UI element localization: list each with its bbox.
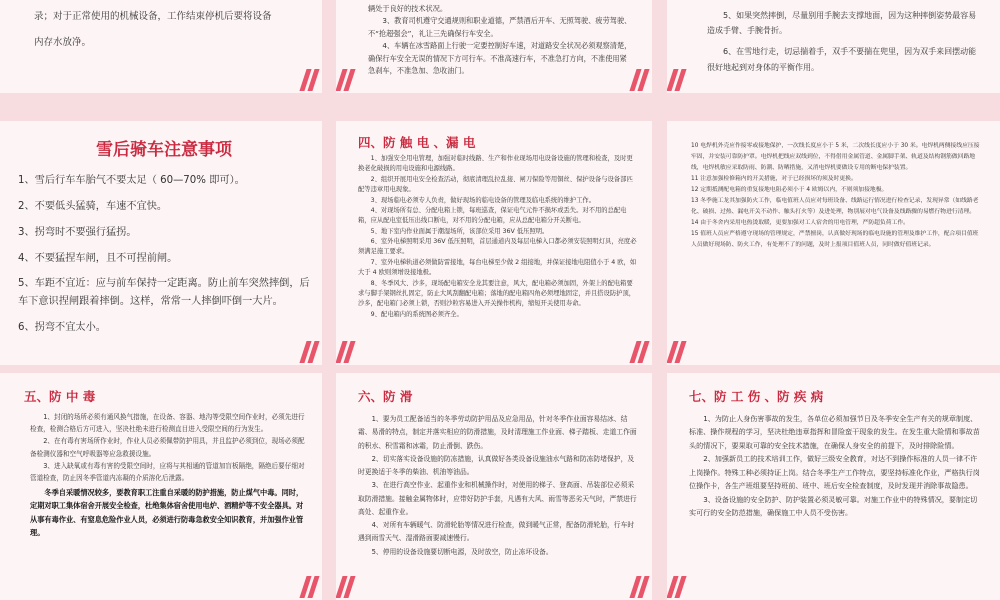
card-text-paragraph: 13 冬季施工龙其加强防火工作，临电值班人员应对每班设备、线路运行情况进行检查记录，发现异常（如线路老化、破损、过热、漏电开关不动作、触头打火等）及进处理，物别展对电气设备及线路骤的易燃行物进行清理。 <box>691 198 979 215</box>
card-electric-safety <box>336 121 652 365</box>
card-injury-disease-prevention <box>667 373 1000 600</box>
card-title: 七、防 工 伤 、防 疾 病 <box>689 389 824 404</box>
decor-stripes <box>300 572 322 598</box>
decor-stripes <box>336 572 358 598</box>
decor-stripes <box>630 572 652 598</box>
decor-stripes <box>630 65 652 91</box>
card-text-paragraph: 2、切实落实设备设施的防冻措施，认真做好各类设备设施油水气路和防冻防堵保护，及时更换适于冬季的柴油、机油等油品。 <box>358 454 635 476</box>
card-text-paragraph: 14 由于冬舍内采用电热烫取暖，更要加强对工人宿舍的用电管理，严防超负荷工作。 <box>691 220 909 226</box>
card-text-paragraph: 4、对现场所有总、分配电箱上锁，每班巡查，保证电气元件不损坏或丢失。对不用的总配电箱，应从配电室低压出线口断电，对不用的分配电箱，应从总配电箱分开关断电。 <box>358 206 627 225</box>
card-slip-prevention <box>336 373 652 600</box>
card-text-paragraph: 1、封闭的场所必须有通风换气措施，在设备、容器、地沟等受限空间作业时，必须先进行检查，检测合格后方可进入，坚决杜绝未进行检测直目进入受限空间的行为发生。 <box>30 413 305 434</box>
card-title: 四、防 触 电 、漏 电 <box>358 135 476 150</box>
card-text-paragraph: 2、在有毒有害场所作业时，作业人员必须佩带防护用具，并且监护必须到位，现场必须配备检测仪器和空气呼吸器等应急救援设施。 <box>30 437 305 458</box>
decor-stripes <box>667 337 689 363</box>
card-bold-paragraph: 冬季自采暖情况较多，要教育职工注重自采暖的防护措施，防止煤气中毒。同时，定期对职工集体宿舍开展安全检查，杜绝集体宿舍使用电炉、酒精炉等不安全器具。对从事有毒作业、有窒息危险作业人员，必须进行防毒急救安全知识教育，并加强作业管理。 <box>30 488 304 538</box>
card-text-line: 内存水放净。 <box>34 37 92 49</box>
list-item: 4、不要猛捏车闸，且不可捏前闸。 <box>18 252 178 264</box>
card-text-paragraph: 6、室外电梯照明采用 36V 低压照明，首层通道内及每层电梯入口都必须安装照明灯具，亮度必须满足施工要求。 <box>358 238 637 256</box>
card-text-paragraph: 5、地下室内作业面属于潮湿场所，该部位采用 36V 低压照明。 <box>370 227 549 235</box>
decor-stripes <box>667 572 689 598</box>
card-text-paragraph: 3、教育司机遵守交通规则和职业道德，严禁酒后开车、无照驾驶、疲劳驾驶、不“抢超强会”，礼让三先确保行车安全。 <box>368 16 632 38</box>
card-poison-prevention <box>0 373 322 600</box>
card-text-paragraph: 1、要为员工配备适当的冬季劳动防护用品及应急用品，针对冬季作业面容易结冰、结霜、易滑的特点，制定并落实相应的防滑措施，及时清理施工作业面、梯子踏板、走道工作面的积水、积雪霜和冰霜，防止滑倒、跌伤。 <box>358 415 637 450</box>
card-text-paragraph: 1、为防止人身伤害事故的发生，各单位必须加强节日及冬季安全生产有关的规章制度、标准、操作规程的学习，坚决杜绝违章指挥和冒险蛮干现象的发生。在发生重大险情和事故苗头的情况下，要果取可靠的安全技术措施，在确保人身安全的前提下，及时排除险情。 <box>689 414 980 450</box>
card-text-paragraph: 15 值班人员应严格遵守现场的管理规定，严禁擅岗，认真做好现场的临电设施的管理及维护工作，配合项目值班人员做好现场防、防火工作，有处理不了的问题，及时上报项目值班人员，同时做好值班记录。 <box>691 231 979 248</box>
card-text-paragraph: 5、停用的设备设施要切断电源，及时放空，防止冻坏设备。 <box>371 547 553 556</box>
card-text-line: 录；对于正常使用的机械设备，工作结束停机后要将设备 <box>34 11 272 22</box>
card-text-paragraph: 辆处于良好的技术状况。 <box>368 4 448 13</box>
card-text-paragraph: 5、如果突然摔倒，尽量别用手腕去支撑地面，因为这种摔倒姿势最容易造成手臂、手腕骨折。 <box>707 11 977 36</box>
card-text-paragraph: 4、车辆在冰雪路面上行驶一定要控制好车速，对道路安全状况必须观察清楚，确保行车安全无误的情况下方可行车。不准高速行车，不准急打方向，不准使用紧急刹车，不准急加、急收油门。 <box>368 41 632 75</box>
decor-stripes <box>667 65 689 91</box>
list-item: 6、拐弯不宜太小。 <box>18 322 106 334</box>
card-top-left <box>0 0 322 93</box>
decor-stripes <box>300 65 322 91</box>
list-item: 1、雪后行车车胎气不要太足（ 60—70% 即可）。 <box>18 175 245 186</box>
decor-stripes <box>336 337 358 363</box>
card-text-paragraph: 6、在雪地行走，切忌揣着手，双手不要揣在兜里，因为双手来回摆动能很好地起到对身体的平衡作用。 <box>707 47 977 72</box>
card-top-middle <box>336 0 652 93</box>
card-text-paragraph: 8、冬季风大、沙多，现场配电箱安全龙其要注意，风大，配电箱必须加固，外架上的配电箱要求与脚手架钢丝扎固定，防止大风刮翻配电箱；落地的配电箱四角必须埋地固定，并且搭设防护顶，沙多，配电箱门必须上锁，否则沙粒容易进入开关操作机构，缩短开关使用寿命。 <box>358 279 636 308</box>
card-bicycle-safety <box>0 121 322 365</box>
card-title: 五、防 中 毒 <box>24 389 96 404</box>
card-text-paragraph: 10 电焊机外壳应作接零或接地保护，一次线长度应小于 5 米，二次线长度应小于 30 米。电焊机两侧接线应压接牢固，并安装可靠防护罩。电焊机把线应双线到位，不得借用金属管道、金属脚手架、轨道及结构钢筋做回路地线，电焊机敏应采取防雨、防潮、防晒措施，又消电焊机要做设专用的断电保护装置。 <box>691 143 980 171</box>
card-text-paragraph: 2、加强新员工的技术培训工作，做好三级安全教育，对达不到操作标准的人员一律不许上岗操作。特殊工种必须持证上岗。结合冬季生产工作特点，要坚持标准化作业，严格执行岗位操作卡，各生产班组要坚持班前、班中、班后安全检查制度，及时发现并消除事故隐患。 <box>689 454 980 491</box>
decor-stripes <box>336 65 358 91</box>
list-item: 5、车距不宜近：应与前车保持一定距离。防止前车突然摔倒，后车下意识捏闸跟着摔倒。这样，常常一人摔倒吓倒一大片。 <box>18 278 310 308</box>
card-welding-safety <box>667 121 1000 365</box>
decor-stripes <box>300 337 322 363</box>
card-text-paragraph: 3、现场临电必须专人负责，做好现场的临电设备的管理及临电系统的维护工作。 <box>370 196 595 204</box>
card-text-paragraph: 1、加强安全用电管理，加强对临时线路、生产和作业现场用电设备设施的管理和检查，及时更换老化破损的用电设施和电源线路。 <box>358 155 633 173</box>
card-text-paragraph: 9、配电箱内的系统图必须齐全。 <box>370 310 463 318</box>
list-item: 3、拐弯时不要强行猛拐。 <box>18 226 137 238</box>
card-text-paragraph: 3、设备设施的安全防护、防护装置必须灵敏可靠。对施工作业中的特殊情况，要制定切实可行的安全防范措施，确保施工中人员不受伤害。 <box>689 494 978 518</box>
card-text-paragraph: 3、在进行高空作业、起重作业和机械操作时，对使用的梯子、登高面、吊装部位必须采取防滑措施。接触金属物体时，应带好防护手套，凡遇有大风、雨雪等恶劣天气时，严禁进行高处、起重作业。 <box>358 481 637 516</box>
card-text-paragraph: 7、室外电梯轨道必须做防雷接地，每台电梯至少做 2 组接地，并保证接地电阻值小于 4 欧，如大于 4 欧则须增设接地极。 <box>358 258 637 277</box>
card-top-right <box>667 0 1000 93</box>
card-text-paragraph: 4、对所有车辆暖气、防滑轮胎等情况进行检查，做到暖气正常，配备防滑轮胎，行车时遇到雨雪天气、湿滑路面要减速慢行。 <box>358 521 635 543</box>
list-item: 2、不要低头猛骑，车速不宜快。 <box>18 200 168 212</box>
card-text-paragraph: 12 定期抵测配电箱的重复接地电阻必须小于 4 欧姆以内，不则须加接地极。 <box>691 187 888 193</box>
card-title: 雪后骑车注意事项 <box>96 140 232 160</box>
card-text-paragraph: 3、进入缺氧或有毒有害的受限空间时，应将与其相通的管道加盲板隔绝，隔绝后要仔细对管道检查，防止因冬季管道内冻凝的介质溶化后泄露。 <box>30 461 305 482</box>
card-text-paragraph: 11 注意加强检修箱内的开关措施，对于已经损坏的须及时更换。 <box>691 176 857 182</box>
card-text-paragraph: 2、组织开展用电安全检查活动，彻底清理乱拉乱接、闸刀保险等用铜丝、保护设备与设备部匹配等违章用电现象。 <box>358 175 633 194</box>
decor-stripes <box>630 337 652 363</box>
card-title: 六、防 滑 <box>358 389 413 404</box>
